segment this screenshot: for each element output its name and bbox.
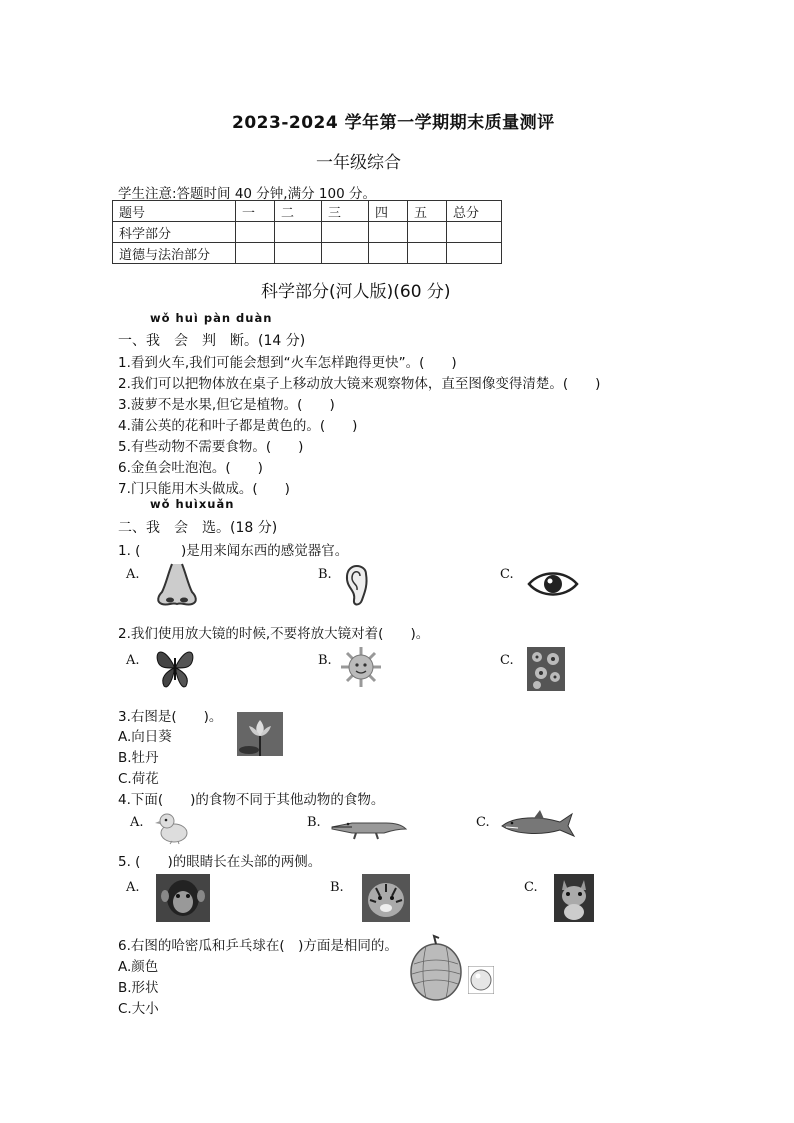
sun-icon [340,646,382,688]
score-cell[interactable] [236,222,275,243]
choice-b: B.形状 [118,980,159,996]
tiger-icon [362,874,410,922]
section1-heading: 一、我 会 判 断。(14 分) [118,333,306,349]
table-cell: 四 [369,201,408,222]
duckling-icon [154,809,190,845]
option-a: A. [126,567,140,582]
lotus-icon [237,712,283,756]
option-a: A. [130,815,144,830]
score-cell[interactable] [447,243,502,264]
judge-question-6: 6.金鱼会吐泡泡。( ) [118,460,263,476]
option-b: B. [307,815,321,830]
score-cell[interactable] [322,243,369,264]
nose-icon [150,560,204,608]
student-notice: 学生注意:答题时间 40 分钟,满分 100 分。 [118,186,376,202]
judge-question-5: 5.有些动物不需要食物。( ) [118,439,304,455]
chimpanzee-icon [156,874,210,922]
option-b: B. [318,567,332,582]
table-header-row [113,201,502,222]
ping-pong-icon [468,966,494,994]
option-c: C. [476,815,490,830]
choice-question-2: 2.我们使用放大镜的时候,不要将放大镜对着( )。 [118,626,430,642]
judge-question-1: 1.看到火车,我们可能会想到“火车怎样跑得更快”。( ) [118,355,457,371]
table-cell: 题号 [113,201,236,222]
shark-icon [500,810,576,840]
score-cell[interactable] [275,243,322,264]
score-cell[interactable] [369,243,408,264]
ear-icon [342,560,372,608]
option-c: C. [524,880,538,895]
choice-c: C.荷花 [118,771,159,787]
score-cell[interactable] [408,243,447,264]
choice-c: C.大小 [118,1001,159,1017]
table-cell: 总分 [447,201,502,222]
option-a: A. [126,880,140,895]
section1-pinyin: wǒ huì pàn duàn [150,311,273,325]
butterfly-icon [152,644,198,692]
section2-heading: 二、我 会 选。(18 分) [118,520,278,536]
crocodile-icon [330,815,408,841]
choice-question-4: 4.下面( )的食物不同于其他动物的食物。 [118,792,385,808]
choice-question-1: 1. ( )是用来闻东西的感觉器官。 [118,543,349,559]
table-cell: 科学部分 [113,222,236,243]
score-cell[interactable] [447,222,502,243]
score-table [112,200,502,264]
table-row [113,243,502,264]
choice-a: A.向日葵 [118,729,172,745]
table-cell: 五 [408,201,447,222]
option-a: A. [126,653,140,668]
science-title: 科学部分(河人版)(60 分) [261,282,451,302]
choice-a: A.颜色 [118,959,159,975]
judge-question-7: 7.门只能用木头做成。( ) [118,481,290,497]
table-cell: 三 [322,201,369,222]
flowers-icon [527,647,565,691]
choice-question-3: 3.右图是( )。 [118,709,223,725]
option-c: C. [500,567,514,582]
squirrel-icon [554,874,594,922]
score-cell[interactable] [322,222,369,243]
melon-icon [408,934,464,1002]
option-c: C. [500,653,514,668]
score-cell[interactable] [408,222,447,243]
option-b: B. [330,880,344,895]
score-cell[interactable] [275,222,322,243]
choice-b: B.牡丹 [118,750,159,766]
score-cell[interactable] [369,222,408,243]
option-b: B. [318,653,332,668]
exam-subtitle: 一年级综合 [316,153,401,173]
judge-question-2: 2.我们可以把物体放在桌子上移动放大镜来观察物体，直至图像变得清楚。( ) [118,376,601,392]
choice-question-6: 6.右图的哈密瓜和乒乓球在( )方面是相同的。 [118,938,398,954]
eye-icon [527,568,579,600]
table-cell: 二 [275,201,322,222]
section2-pinyin: wǒ huìxuǎn [150,497,235,511]
table-cell: 道德与法治部分 [113,243,236,264]
judge-question-4: 4.蒲公英的花和叶子都是黄色的。( ) [118,418,358,434]
exam-title: 2023-2024 学年第一学期期末质量测评 [232,113,555,133]
judge-question-3: 3.菠萝不是水果,但它是植物。( ) [118,397,335,413]
table-row [113,222,502,243]
score-cell[interactable] [236,243,275,264]
choice-question-5: 5. ( )的眼睛长在头部的两侧。 [118,854,322,870]
table-cell: 一 [236,201,275,222]
